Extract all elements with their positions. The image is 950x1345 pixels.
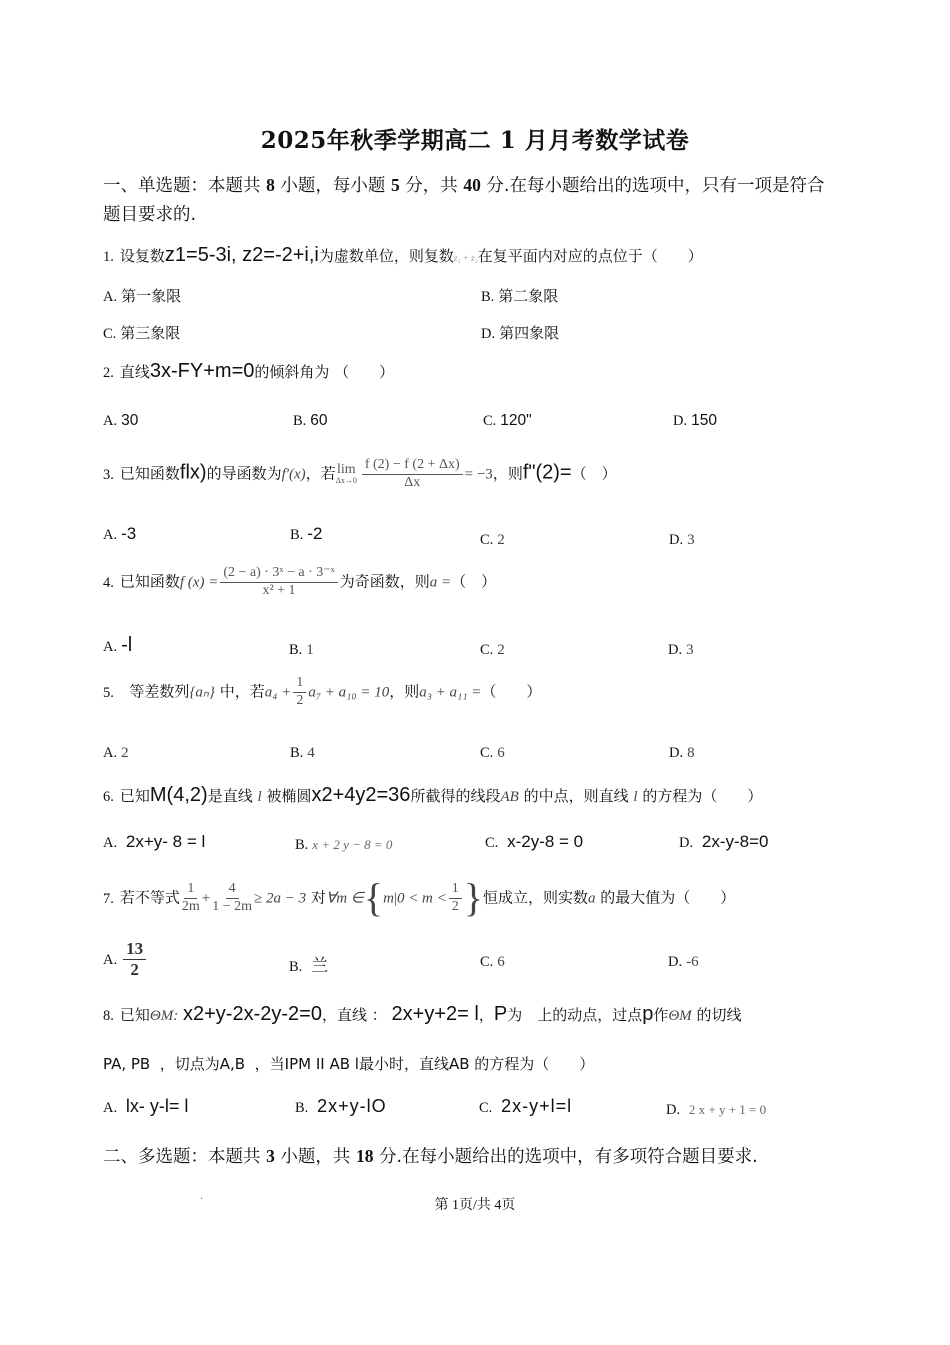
option-label: C. bbox=[480, 642, 494, 658]
q8-line2-c: ，当IPM II AB l最小时，直线AB 的方程为（ ） bbox=[254, 1055, 595, 1073]
option-label: C. bbox=[480, 532, 494, 548]
fraction-denominator: 2 bbox=[451, 898, 459, 914]
option-label: D. bbox=[669, 532, 684, 548]
q6-option-d[interactable] bbox=[679, 832, 769, 852]
set-divider-icon: | bbox=[393, 890, 397, 907]
option-value: 兰 bbox=[311, 956, 329, 976]
option-label: D. bbox=[481, 326, 496, 342]
q5-option-d[interactable] bbox=[669, 743, 695, 762]
q6-math-4: AB bbox=[500, 789, 519, 805]
q8-math-5: p bbox=[642, 1003, 654, 1025]
section-1-mid1: 小题，每小题 bbox=[274, 176, 391, 196]
fraction-denominator: 2 bbox=[296, 692, 304, 708]
q3-option-a[interactable] bbox=[103, 524, 136, 544]
option-value: 2x-y+l=l bbox=[501, 1096, 573, 1116]
q3-option-c[interactable] bbox=[480, 530, 505, 549]
section-1-header bbox=[103, 172, 824, 197]
stray-dot: . bbox=[200, 1191, 204, 1202]
q3-math-2: f′(x) bbox=[281, 466, 306, 483]
option-label: C. bbox=[483, 413, 497, 429]
option-label: B. bbox=[290, 527, 304, 543]
q5-text-1: 等差数列 bbox=[129, 682, 190, 701]
option-label: B. bbox=[481, 289, 495, 305]
q6-text-6: 的方程为（ ） bbox=[642, 787, 763, 805]
fraction-numerator: 1 bbox=[184, 882, 197, 899]
q7-option-d[interactable] bbox=[668, 952, 699, 971]
q2-option-a[interactable] bbox=[103, 411, 138, 430]
q1-option-d[interactable] bbox=[481, 322, 559, 343]
section-1-prefix: 一、单选题：本题共 bbox=[103, 176, 267, 196]
q6-option-a[interactable] bbox=[103, 832, 205, 852]
option-label: B. bbox=[289, 959, 303, 975]
q8-text-4: 为 上的动点，过点 bbox=[507, 1006, 643, 1024]
option-value: 1 bbox=[306, 642, 314, 658]
q7-math-3: a bbox=[587, 890, 596, 907]
q6-text-4: 所截得的线段 bbox=[410, 787, 501, 805]
q1-text-3: 在复平面内对应的点位于（ ） bbox=[477, 247, 703, 265]
q8-option-a[interactable] bbox=[103, 1096, 188, 1117]
option-label: B. bbox=[295, 837, 309, 853]
q3-option-d[interactable] bbox=[669, 530, 695, 549]
q3-math-1: flx) bbox=[179, 461, 207, 484]
q7-text-4: 的最大值为（ ） bbox=[600, 888, 736, 907]
option-value: 30 bbox=[121, 412, 139, 429]
limit-subscript: Δx→0 bbox=[335, 476, 357, 486]
q2-text-2: 的倾斜角为 （ ） bbox=[254, 363, 395, 381]
q5-math-1: {aₙ} bbox=[189, 684, 215, 701]
option-value: -l bbox=[121, 634, 133, 656]
question-number: 4. bbox=[103, 574, 114, 591]
q6-text-2: 是直线 bbox=[207, 787, 253, 805]
question-number: 2. bbox=[103, 365, 114, 381]
q2-option-c[interactable] bbox=[483, 411, 532, 430]
q4-math-2: a = bbox=[429, 574, 452, 591]
section-1-count: 8 bbox=[266, 175, 275, 195]
question-number: 8. bbox=[103, 1008, 114, 1024]
option-value: x-2y-8 = 0 bbox=[507, 832, 584, 851]
q1-option-c[interactable] bbox=[103, 322, 180, 343]
q2-option-d[interactable] bbox=[673, 411, 717, 430]
q3-text-2: 的导函数为 bbox=[206, 464, 282, 483]
option-label: A. bbox=[103, 413, 118, 429]
option-value: -6 bbox=[686, 954, 699, 970]
section-1-each: 5 bbox=[390, 175, 400, 195]
q4-option-b[interactable] bbox=[289, 640, 314, 659]
option-value: 120" bbox=[500, 412, 532, 429]
q5-fraction bbox=[293, 676, 306, 708]
option-value: 第二象限 bbox=[498, 287, 559, 305]
section-2-count: 3 bbox=[266, 1146, 275, 1166]
q5-text-4: （ ） bbox=[481, 682, 542, 701]
option-value: 6 bbox=[497, 954, 505, 970]
option-value: 2x+y-lO bbox=[317, 1096, 387, 1116]
q6-option-b[interactable] bbox=[295, 835, 392, 854]
fraction-denominator: 2 bbox=[130, 959, 139, 979]
question-number: 7. bbox=[103, 890, 114, 907]
q7-text-2: 对 bbox=[310, 888, 326, 907]
option-label: D. bbox=[666, 1102, 681, 1118]
option-label: D. bbox=[669, 745, 684, 761]
fraction-denominator: 2m bbox=[181, 898, 200, 914]
option-value: 第一象限 bbox=[121, 287, 182, 305]
section-1-line2: 题目要求的. bbox=[103, 205, 197, 225]
fraction-denominator: x² + 1 bbox=[262, 582, 296, 598]
q5-text-2: 中，若 bbox=[219, 682, 265, 701]
fraction-denominator: Δx bbox=[404, 474, 421, 490]
q7-fraction-2 bbox=[212, 882, 252, 914]
section-1-suffix: 分.在每小题给出的选项中，只有一项是符合 bbox=[480, 176, 825, 196]
q7-option-c[interactable] bbox=[480, 952, 505, 971]
question-8 bbox=[103, 1003, 741, 1026]
q8-math-4: P bbox=[493, 1003, 508, 1025]
q1-option-a[interactable] bbox=[103, 285, 181, 306]
option-value: 150 bbox=[691, 412, 717, 429]
question-number: 5. bbox=[103, 684, 114, 701]
q4-text-1: 已知函数 bbox=[119, 572, 180, 591]
q4-option-a[interactable] bbox=[103, 634, 132, 657]
q7-text-3: 恒成立，则实数 bbox=[482, 888, 588, 907]
q7-text-1: 若不等式 bbox=[119, 888, 180, 907]
q5-math-2a: a₄ + bbox=[264, 684, 292, 701]
option-value: 第三象限 bbox=[120, 324, 181, 342]
fraction-numerator: 1 bbox=[293, 676, 306, 693]
option-label: B. bbox=[295, 1100, 309, 1116]
q4-math-1: f (x) = bbox=[179, 574, 219, 591]
option-value: 第四象限 bbox=[499, 324, 560, 342]
section-2-mid1: 小题，共 bbox=[274, 1147, 356, 1167]
option-value: 2x+y- 8 = l bbox=[125, 832, 206, 851]
question-2 bbox=[103, 360, 394, 383]
option-label: D. bbox=[668, 642, 683, 658]
option-label: A. bbox=[103, 1100, 118, 1116]
option-label: C. bbox=[103, 326, 117, 342]
q5-math-3: a₃ + a₁₁ = bbox=[419, 684, 482, 701]
option-label: A. bbox=[103, 527, 118, 543]
q7-set-cond: 0 < m < bbox=[396, 890, 447, 907]
q5-text-3: ，则 bbox=[389, 682, 420, 701]
question-5 bbox=[103, 676, 541, 708]
option-value: 3 bbox=[686, 642, 694, 658]
q7-option-a-fraction bbox=[123, 940, 146, 979]
right-brace-icon: } bbox=[463, 875, 483, 920]
left-brace-icon: { bbox=[363, 875, 384, 920]
section-1-mid2: 分，共 bbox=[399, 176, 464, 196]
q4-text-3: （ ） bbox=[451, 572, 497, 591]
option-value: x + 2 y − 8 = 0 bbox=[312, 837, 393, 852]
q3-text-5: （ ） bbox=[571, 464, 617, 483]
q7-math-2: ∀m ∈ bbox=[325, 890, 364, 907]
q8-math-6: ΘM bbox=[668, 1008, 692, 1024]
option-label: A. bbox=[103, 951, 118, 968]
option-label: A. bbox=[103, 745, 118, 761]
fraction-numerator: 13 bbox=[123, 940, 146, 960]
q8-line2-b: ，切点为A,B bbox=[159, 1055, 246, 1073]
q7-set-var: m bbox=[383, 890, 394, 907]
option-value: lx- y-l= l bbox=[125, 1096, 189, 1116]
option-value: 2 x + y + 1 = 0 bbox=[688, 1102, 767, 1117]
q8-option-c[interactable] bbox=[479, 1096, 572, 1117]
q1-text-1: 设复数 bbox=[119, 247, 165, 265]
option-label: B. bbox=[293, 413, 307, 429]
section-1-total: 40 bbox=[463, 175, 481, 195]
q2-math-1: 3x-FY+m=0 bbox=[149, 360, 255, 382]
option-label: B. bbox=[290, 745, 304, 761]
option-label: C. bbox=[480, 745, 494, 761]
q3-option-b[interactable] bbox=[290, 524, 322, 544]
option-label: D. bbox=[668, 954, 683, 970]
q7-fraction-3 bbox=[449, 882, 462, 914]
option-label: A. bbox=[103, 289, 118, 305]
section-2-suffix: 分.在每小题给出的选项中，有多项符合题目要求. bbox=[373, 1147, 758, 1167]
option-label: D. bbox=[673, 413, 688, 429]
q5-option-a[interactable] bbox=[103, 743, 129, 762]
option-label: C. bbox=[485, 835, 499, 851]
question-8-line-2 bbox=[103, 1053, 594, 1074]
option-value: -2 bbox=[307, 524, 323, 543]
q3-text-1: 已知函数 bbox=[119, 464, 180, 483]
q3-text-4: ，则 bbox=[492, 464, 523, 483]
q8-option-d[interactable] bbox=[666, 1100, 766, 1119]
option-value: 4 bbox=[307, 745, 315, 761]
question-number: 6. bbox=[103, 789, 114, 805]
q3-text-3: ，若 bbox=[305, 464, 336, 483]
option-value: -3 bbox=[121, 524, 137, 543]
limit-word: lim bbox=[336, 462, 356, 478]
q2-text-1: 直线 bbox=[119, 363, 150, 381]
q8-text-1: 已知 bbox=[119, 1006, 150, 1024]
q1-option-b[interactable] bbox=[481, 285, 558, 306]
q4-text-2: 为奇函数，则 bbox=[339, 572, 430, 591]
question-number: 1. bbox=[103, 249, 114, 265]
q7-math-1: ≥ 2a − 3 bbox=[254, 890, 307, 907]
option-label: B. bbox=[289, 642, 303, 658]
question-4 bbox=[103, 566, 496, 598]
option-label: C. bbox=[479, 1100, 493, 1116]
q8-math-2: x2+y-2x-2y-2=0 bbox=[183, 1003, 322, 1025]
section-2-prefix: 二、多选题：本题共 bbox=[103, 1147, 267, 1167]
q3-fraction bbox=[362, 458, 463, 490]
q6-text-1: 已知 bbox=[119, 787, 150, 805]
question-3 bbox=[103, 458, 617, 490]
option-label: A. bbox=[103, 835, 118, 851]
q4-option-c[interactable] bbox=[480, 640, 505, 659]
q2-option-b[interactable] bbox=[293, 411, 328, 430]
question-6 bbox=[103, 784, 762, 807]
q8-option-b[interactable] bbox=[295, 1096, 387, 1117]
q5-option-b[interactable] bbox=[290, 743, 315, 762]
fraction-numerator: 4 bbox=[226, 882, 239, 899]
q8-text-6: 的切线 bbox=[696, 1006, 742, 1024]
fraction-numerator: (2 − a) · 3ˣ − a · 3⁻ˣ bbox=[220, 566, 337, 583]
q8-text-5: 作 bbox=[653, 1006, 669, 1024]
option-value: 2 bbox=[497, 532, 505, 548]
q5-option-c[interactable] bbox=[480, 743, 505, 762]
question-number: 3. bbox=[103, 466, 114, 483]
option-value: 60 bbox=[310, 412, 328, 429]
page-footer: 第 1页/共 4页 bbox=[434, 1198, 516, 1213]
page-title: 2025年秋季学期高二 1 月月考数学试卷 bbox=[260, 127, 690, 154]
fraction-numerator: f (2) − f (2 + Δx) bbox=[362, 458, 463, 475]
question-1 bbox=[103, 244, 703, 267]
option-value: 2 bbox=[121, 745, 129, 761]
q6-math-3: x2+4y2=36 bbox=[311, 784, 411, 806]
q1-text-2: 为虚数单位，则复数 bbox=[318, 247, 454, 265]
option-label: A. bbox=[103, 639, 118, 655]
option-value: 8 bbox=[687, 745, 695, 761]
q7-fraction-1 bbox=[182, 882, 200, 914]
q4-fraction bbox=[220, 566, 337, 598]
q5-math-2b: a₇ + a₁₀ = 10 bbox=[308, 684, 390, 701]
question-7 bbox=[103, 875, 736, 920]
q7-option-a[interactable] bbox=[103, 940, 148, 979]
fraction-denominator: 1 − 2m bbox=[212, 898, 253, 914]
q1-math-2: z₁ + z₂ bbox=[453, 253, 478, 263]
option-value: 6 bbox=[497, 745, 505, 761]
q6-math-2: l bbox=[257, 789, 262, 805]
q8-line2-a: PA, PB bbox=[103, 1055, 151, 1073]
option-value: 2x-y-8=0 bbox=[701, 832, 769, 851]
section-2-total: 18 bbox=[355, 1146, 374, 1166]
option-value: 3 bbox=[687, 532, 695, 548]
q8-math-1: ΘM: bbox=[149, 1008, 179, 1024]
q6-text-3: 被椭圆 bbox=[266, 787, 312, 805]
q8-text-2: ，直线 ： bbox=[321, 1006, 387, 1024]
q6-math-5: l bbox=[633, 789, 638, 805]
q3-limit bbox=[336, 463, 357, 485]
option-value: 2 bbox=[497, 642, 505, 658]
fraction-numerator: 1 bbox=[449, 882, 462, 899]
q7-plus: + bbox=[201, 890, 211, 907]
q7-option-b[interactable] bbox=[289, 951, 328, 976]
q6-text-5: 的中点，则直线 bbox=[523, 787, 629, 805]
q4-option-d[interactable] bbox=[668, 640, 694, 659]
q6-math-1: M(4,2) bbox=[149, 784, 208, 806]
q1-math-1: z1=5-3i, z2=-2+i,i bbox=[164, 244, 319, 266]
q3-equals: = −3 bbox=[464, 466, 493, 483]
q8-text-3: ， bbox=[478, 1006, 494, 1024]
option-label: C. bbox=[480, 954, 494, 970]
q6-option-c[interactable] bbox=[485, 832, 583, 852]
option-label: D. bbox=[679, 835, 694, 851]
q3-math-3: f"(2)= bbox=[522, 461, 572, 484]
section-2-header bbox=[103, 1143, 758, 1168]
q8-math-3: 2x+y+2= l bbox=[391, 1003, 479, 1025]
